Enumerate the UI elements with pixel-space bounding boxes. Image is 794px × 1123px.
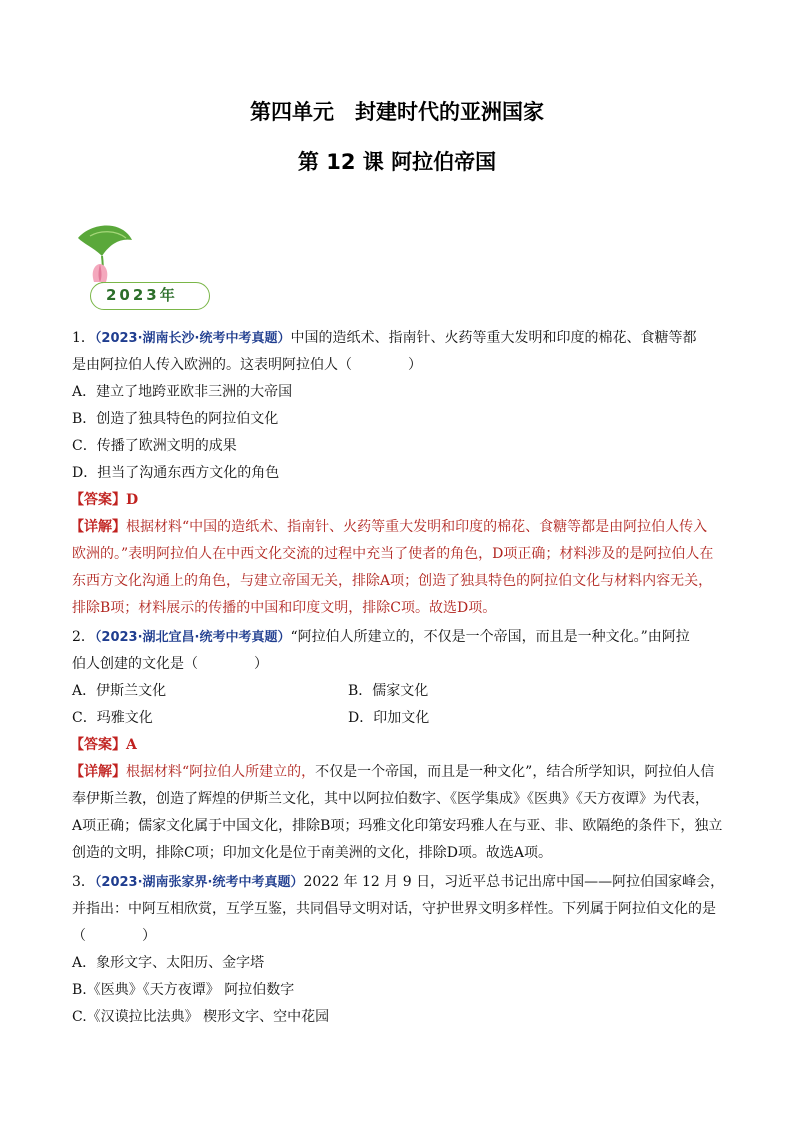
q2-explanation: 【详解】根据材料“阿拉伯人所建立的，不仅是一个帝国，而且是一种文化”，结合所学知识，阿拉伯人信 (70, 764, 715, 780)
q3-option-c: C.《汉谟拉比法典》 楔形文字、空中花园 (72, 1009, 330, 1025)
q1-explanation: 【详解】根据材料“中国的造纸术、指南针、火药等重大发明和印度的棉花、食糖等都是由阿拉伯人传入 (70, 519, 708, 535)
q1-explanation-line4: 排除B项；材料展示的传播的中国和印度文明，排除C项。故选D项。 (72, 600, 497, 616)
unit-title: 第四单元 封建时代的亚洲国家 (250, 100, 544, 124)
q1-explanation-line2: 欧洲的。”表明阿拉伯人在中西文化交流的过程中充当了使者的角色，D项正确；材料涉及的是阿拉伯人在 (72, 546, 714, 562)
lesson-title: 第 12 课 阿拉伯帝国 (297, 150, 497, 174)
q2-stem-cont: 伯人创建的文化是（ ） (72, 656, 268, 672)
year-badge-label: 2023年 (106, 286, 178, 304)
q1-answer: 【答案】D (70, 492, 139, 508)
q3-option-a: A．象形文字、太阳历、金字塔 (72, 955, 265, 971)
q1-option-a: A．建立了地跨亚欧非三洲的大帝国 (72, 384, 293, 400)
q2-option-a: A．伊斯兰文化 (72, 683, 167, 699)
q1-stem-cont: 是由阿拉伯人传入欧洲的。这表明阿拉伯人（ ） (72, 357, 422, 373)
q1-option-b: B．创造了独具特色的阿拉伯文化 (72, 411, 279, 427)
q2-option-c: C．玛雅文化 (72, 710, 153, 726)
q1-option-c: C．传播了欧洲文明的成果 (72, 438, 237, 454)
q3-source: （2023·湖南张家界·统考中考真题） (94, 875, 304, 890)
q1-option-d: D．担当了沟通东西方文化的角色 (72, 465, 280, 481)
q3-option-b: B.《医典》《天方夜谭》 阿拉伯数字 (72, 982, 295, 998)
q1-stem: 1．（2023·湖南长沙·统考中考真题）中国的造纸术、指南针、火药等重大发明和印度的棉花、食糖等都 (72, 330, 697, 346)
q2-explanation-line4: 创造的文明，排除C项；印加文化是位于南美洲的文化，排除D项。故选A项。 (72, 845, 553, 861)
q2-explanation-line2: 奉伊斯兰教，创造了辉煌的伊斯兰文化，其中以阿拉伯数字、《医学集成》《医典》《天方夜谭》为代表， (72, 791, 709, 807)
q2-stem: 2．（2023·湖北宜昌·统考中考真题）“阿拉伯人所建立的，不仅是一个帝国，而且是一种文化。”由阿拉 (72, 629, 690, 645)
q2-source: （2023·湖北宜昌·统考中考真题） (94, 630, 291, 645)
q2-option-d: D．印加文化 (348, 710, 430, 726)
q1-explanation-line3: 东西方文化沟通上的角色，与建立帝国无关，排除A项；创造了独具特色的阿拉伯文化与材料内容无关， (72, 573, 713, 589)
q2-answer: 【答案】A (70, 737, 137, 753)
q2-explanation-line3: A项正确；儒家文化属于中国文化，排除B项；玛雅文化印第安玛雅人在与亚、非、欧隔绝的条件下，独立 (72, 818, 723, 834)
q1-source: （2023·湖南长沙·统考中考真题） (94, 331, 291, 346)
q3-stem: 3．（2023·湖南张家界·统考中考真题）2022 年 12 月 9 日，习近平总书记出席中国——阿拉伯国家峰会， (72, 874, 725, 890)
q2-option-b: B．儒家文化 (348, 683, 429, 699)
q3-stem-cont: 并指出：中阿互相欣赏，互学互鉴，共同倡导文明对话，守护世界文明多样性。下列属于阿拉伯文化的是 (72, 901, 716, 917)
q3-stem-blank: （ ） (72, 928, 156, 944)
